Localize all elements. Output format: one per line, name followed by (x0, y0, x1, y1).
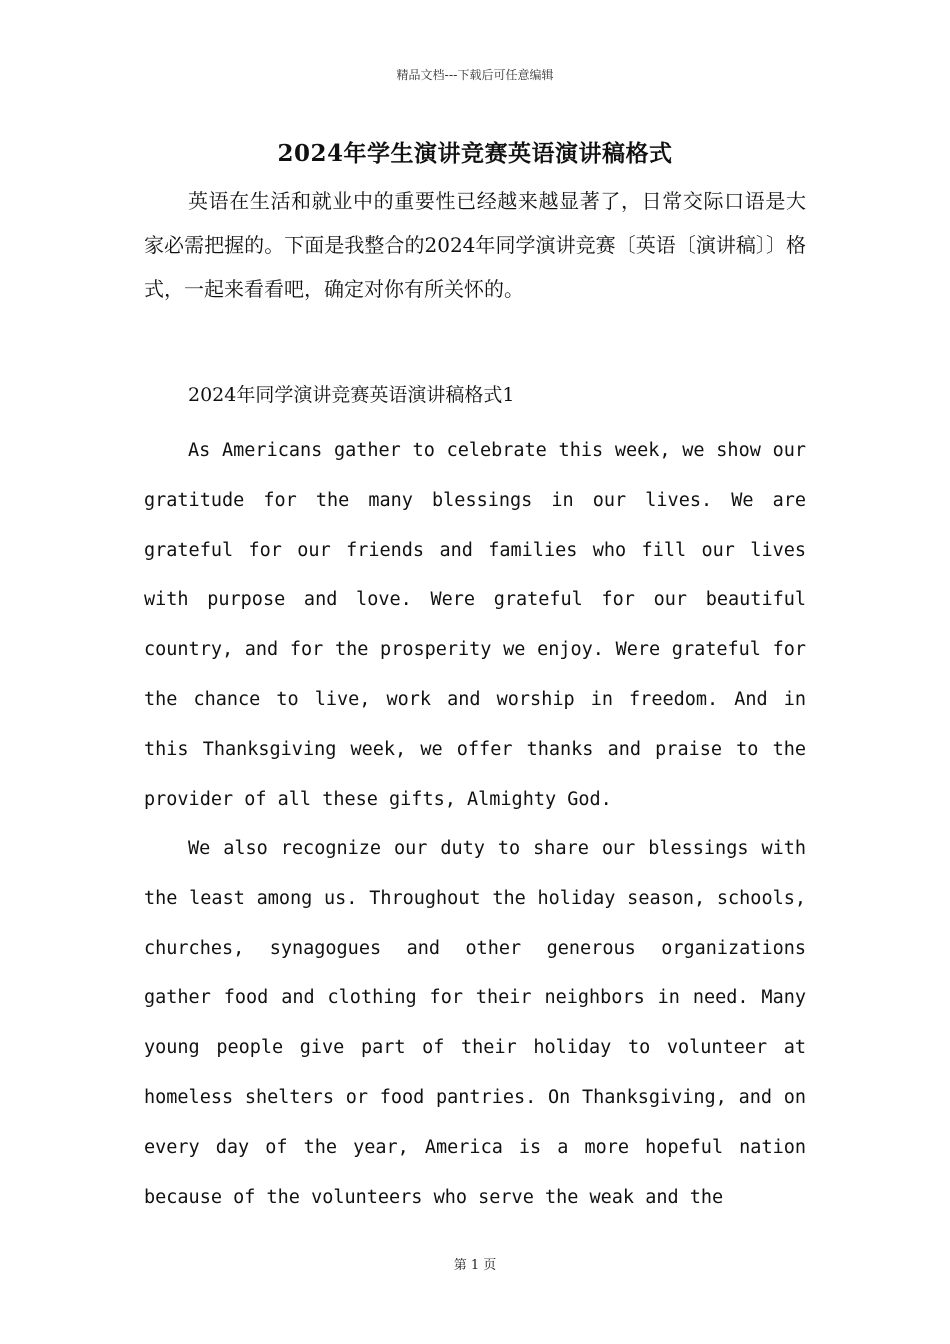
body-paragraph: As Americans gather to celebrate this week, we show our gratitude for the many blessings in our lives. We are grateful for our friends and families who fill our lives with purpose and love. Were grateful for our beautiful country, and for the prosperity we enjoy. Were grateful for the chance to live, work and worship in freedom. And in this Thanksgiving week, we offer thanks and praise to the provider of all these gifts, Almighty God. (144, 440, 806, 810)
document-title: 2024年学生演讲竞赛英语演讲稿格式 (277, 140, 673, 167)
intro-paragraph: 英语在生活和就业中的重要性已经越来越显著了，日常交际口语是大家必需把握的。下面是我整合的2024年同学演讲竞赛〔英语〔演讲稿〕〕格式，一起来看看吧，确定对你有所关怀的。 (144, 189, 806, 301)
body-paragraph: We also recognize our duty to share our blessings with the least among us. Throughout the holiday season, schools, churches, synagogues and other generous organizations gather food and clothing for their neighbors in need. Many young people give part of their holiday to volunteer at homeless shelters or food pantries. On Thanksgiving, and on every day of the year, America is a more hopeful nation because of the volunteers who serve the weak and the (144, 838, 806, 1208)
section-heading: 2024年同学演讲竞赛英语演讲稿格式1 (188, 384, 515, 406)
page-header: 精品文档---下载后可任意编辑 (396, 68, 554, 82)
page-number: 第 1 页 (453, 1258, 497, 1273)
